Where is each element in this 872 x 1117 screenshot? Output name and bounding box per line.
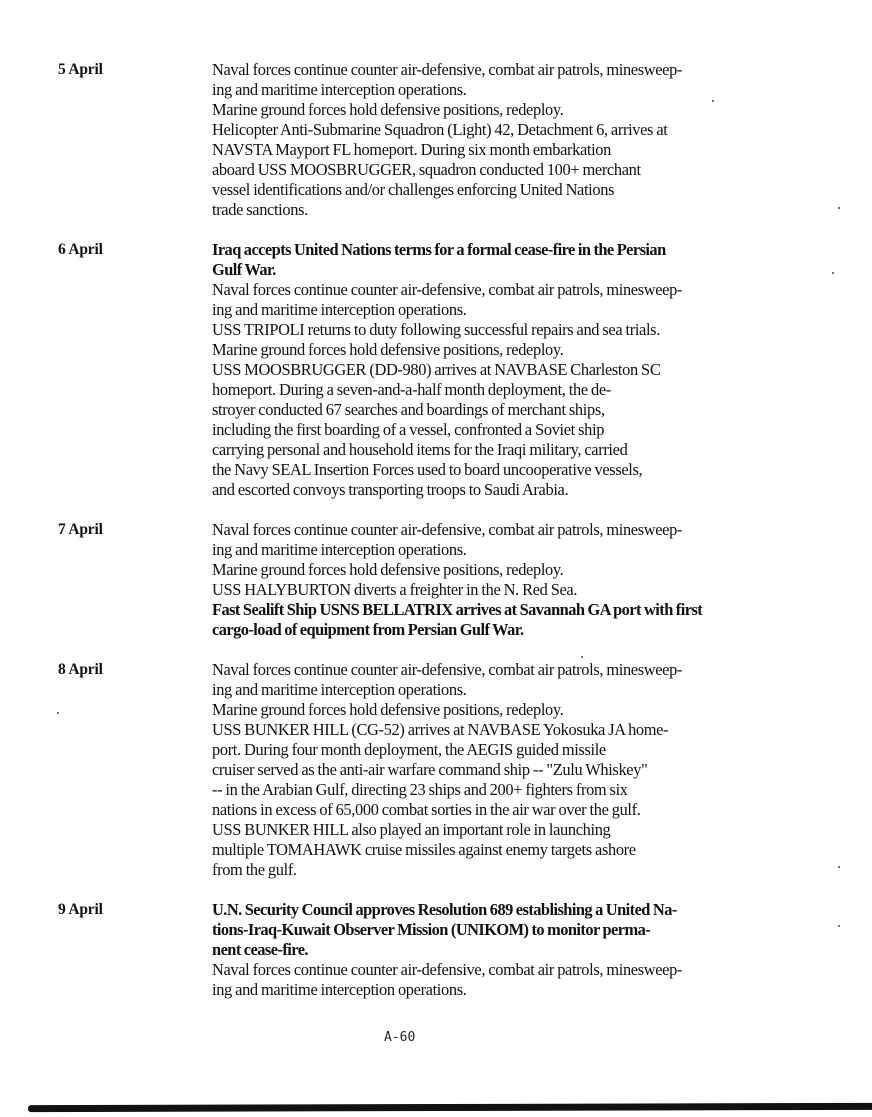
chronology-entry [212, 580, 772, 600]
entry-line: NAVSTA Mayport FL homeport. During six month embarkation [212, 140, 611, 159]
chronology-entry [212, 60, 772, 100]
entry-line: including the first boarding of a vessel, confronted a Soviet ship [212, 420, 605, 439]
chronology-entry [212, 360, 772, 500]
entry-line: U.N. Security Council approves Resolution 689 establishing a United Na- [212, 900, 677, 919]
entry-line: Iraq accepts United Nations terms for a formal cease-fire in the Persian [212, 240, 666, 259]
entry-line: Marine ground forces hold defensive positions, redeploy. [212, 560, 564, 579]
entry-line: the Navy SEAL Insertion Forces used to board uncooperative vessels, [212, 460, 643, 479]
entry-line: aboard USS MOOSBRUGGER, squadron conducted 100+ merchant [212, 160, 641, 179]
page-number: A-60 [384, 1030, 416, 1045]
entry-line: Naval forces continue counter air-defensive, combat air patrols, minesweep- [212, 660, 683, 679]
entry-line: Fast Sealift Ship USNS BELLATRIX arrives at Savannah GA port with first [212, 600, 703, 619]
entry-line: cruiser served as the anti-air warfare command ship -- "Zulu Whiskey" [212, 760, 648, 779]
entry-line: ing and maritime interception operations. [212, 300, 467, 319]
entry-line: homeport. During a seven-and-a-half month deployment, the de- [212, 380, 611, 399]
entry-line: stroyer conducted 67 searches and boardings of merchant ships, [212, 400, 605, 419]
chronology-entry [212, 960, 772, 1000]
entry-list [212, 660, 772, 880]
scan-speck [832, 272, 834, 274]
entry-line: nations in excess of 65,000 combat sorties in the air war over the gulf. [212, 800, 641, 819]
headline-entry [212, 600, 772, 640]
chronology-entry [212, 100, 772, 120]
chronology-entry [212, 320, 772, 340]
entry-line: Marine ground forces hold defensive positions, redeploy. [212, 340, 564, 359]
entry-line: USS BUNKER HILL also played an important role in launching [212, 820, 611, 839]
entry-line: carrying personal and household items for the Iraqi military, carried [212, 440, 628, 459]
scan-speck [581, 656, 583, 658]
section-date: 9 April [58, 901, 103, 918]
entry-line: -- in the Arabian Gulf, directing 23 ships and 200+ fighters from six [212, 780, 628, 799]
chronology-entry [212, 520, 772, 560]
entry-line: ing and maritime interception operations. [212, 80, 467, 99]
entry-line: Helicopter Anti-Submarine Squadron (Light) 42, Detachment 6, arrives at [212, 120, 668, 139]
entry-line: USS MOOSBRUGGER (DD-980) arrives at NAVBASE Charleston SC [212, 360, 661, 379]
entry-line: nent cease-fire. [212, 940, 308, 959]
scan-edge-bar [28, 1103, 872, 1112]
entry-line: Naval forces continue counter air-defensive, combat air patrols, minesweep- [212, 280, 683, 299]
entry-line: multiple TOMAHAWK cruise missiles against enemy targets ashore [212, 840, 636, 859]
entry-line: Naval forces continue counter air-defensive, combat air patrols, minesweep- [212, 960, 683, 979]
entry-line: USS HALYBURTON diverts a freighter in the N. Red Sea. [212, 580, 578, 599]
chronology-entry [212, 700, 772, 720]
entry-line: from the gulf. [212, 860, 297, 879]
entry-line: Marine ground forces hold defensive positions, redeploy. [212, 100, 564, 119]
chronology-entry [212, 660, 772, 700]
entry-line: and escorted convoys transporting troops to Saudi Arabia. [212, 480, 569, 499]
entry-line: Gulf War. [212, 260, 276, 279]
entry-list [212, 240, 772, 500]
entry-list [212, 520, 772, 640]
scan-speck [57, 712, 59, 714]
entry-line: trade sanctions. [212, 200, 308, 219]
chronology-entry [212, 280, 772, 320]
chronology-entry [212, 340, 772, 360]
headline-entry [212, 240, 772, 280]
entry-line: ing and maritime interception operations. [212, 980, 467, 999]
entry-list [212, 900, 772, 1000]
scan-speck [838, 925, 840, 927]
entry-line: vessel identifications and/or challenges enforcing United Nations [212, 180, 615, 199]
chronology-entry [212, 120, 772, 220]
scan-speck [712, 100, 714, 102]
entry-line: ing and maritime interception operations. [212, 680, 467, 699]
entry-list [212, 60, 772, 220]
section-date: 5 April [58, 61, 103, 78]
entry-line: USS TRIPOLI returns to duty following successful repairs and sea trials. [212, 320, 660, 339]
entry-line: Naval forces continue counter air-defensive, combat air patrols, minesweep- [212, 520, 683, 539]
entry-line: Naval forces continue counter air-defensive, combat air patrols, minesweep- [212, 60, 683, 79]
entry-line: cargo-load of equipment from Persian Gulf War. [212, 620, 524, 639]
scan-speck [838, 207, 840, 209]
section-date: 7 April [58, 521, 103, 538]
entry-line: USS BUNKER HILL (CG-52) arrives at NAVBASE Yokosuka JA home- [212, 720, 669, 739]
entry-line: Marine ground forces hold defensive positions, redeploy. [212, 700, 564, 719]
entry-line: port. During four month deployment, the AEGIS guided missile [212, 740, 606, 759]
chronology-entry [212, 560, 772, 580]
section-date: 8 April [58, 661, 103, 678]
entry-line: ing and maritime interception operations. [212, 540, 467, 559]
entry-line: tions-Iraq-Kuwait Observer Mission (UNIKOM) to monitor perma- [212, 920, 651, 939]
section-date: 6 April [58, 241, 103, 258]
headline-entry [212, 900, 772, 960]
chronology-entry [212, 720, 772, 880]
scan-speck [838, 866, 840, 868]
